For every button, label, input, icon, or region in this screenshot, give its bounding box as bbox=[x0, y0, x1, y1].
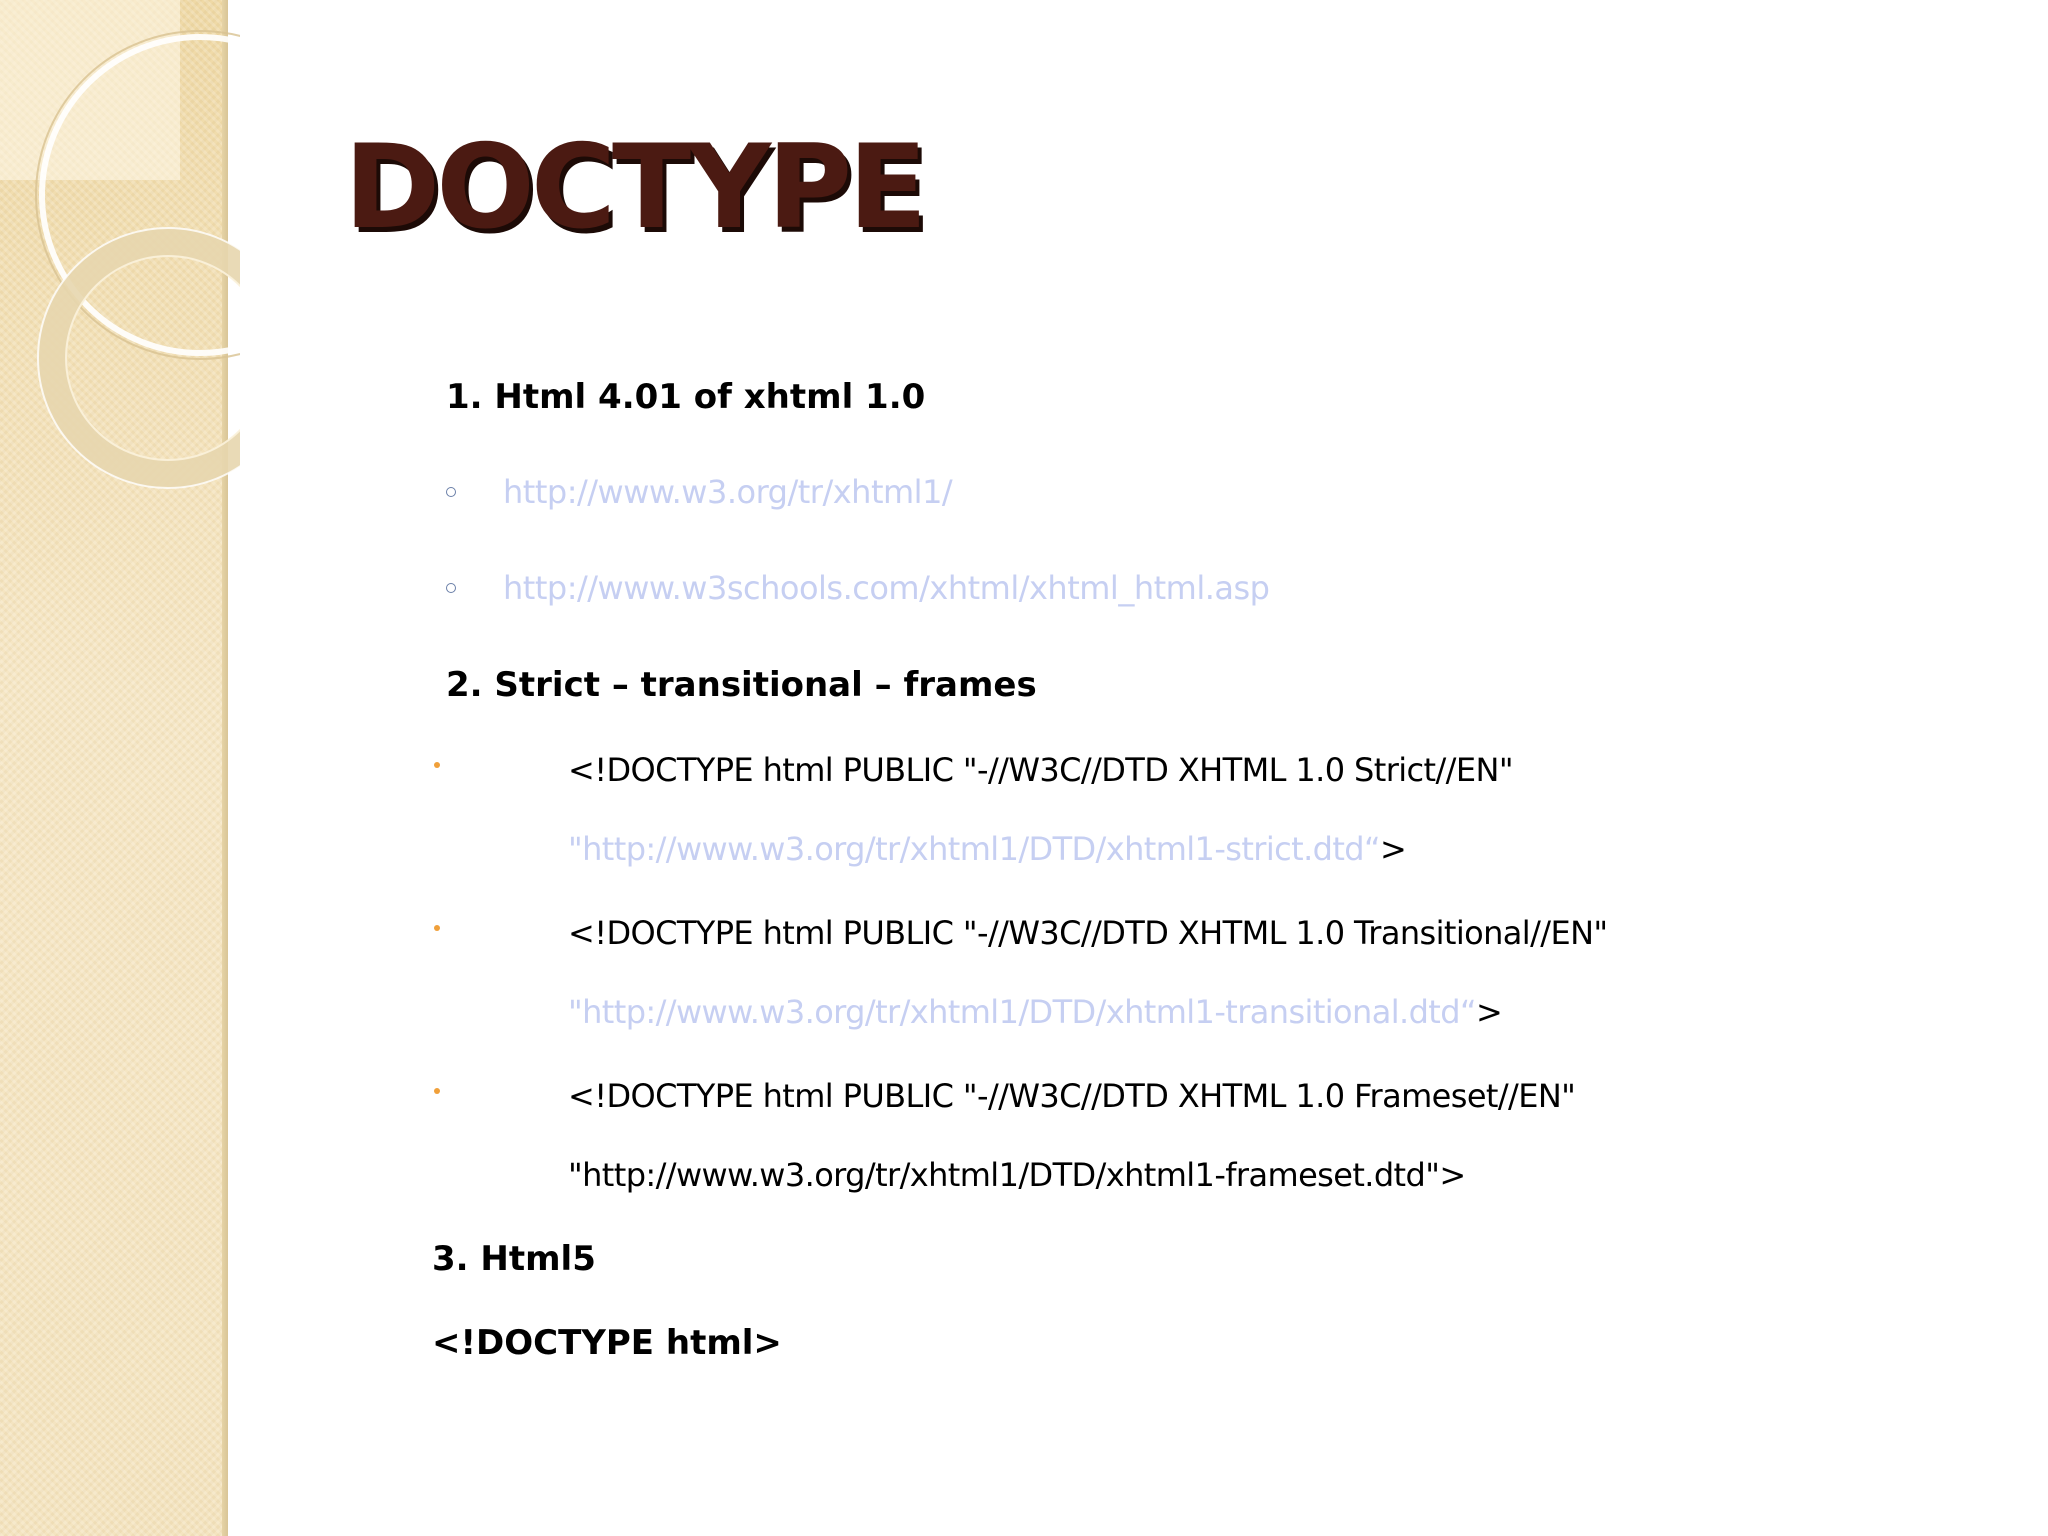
dot-bullet-icon bbox=[434, 925, 440, 931]
circle-bullet-icon bbox=[446, 487, 456, 497]
decorative-rings bbox=[0, 0, 240, 520]
doctype-transitional-url-link[interactable]: "http://www.w3.org/tr/xhtml1/DTD/xhtml1-transitional.dtd“ bbox=[568, 993, 1476, 1031]
doctype-transitional-declaration: <!DOCTYPE html PUBLIC "-//W3C//DTD XHTML 1.0 Transitional//EN" bbox=[568, 914, 1608, 952]
doctype-strict-declaration: <!DOCTYPE html PUBLIC "-//W3C//DTD XHTML 1.0 Strict//EN" bbox=[568, 751, 1513, 789]
slide-title: DOCTYPE bbox=[344, 120, 924, 255]
section-heading-2: 2. Strict – transitional – frames bbox=[446, 665, 1037, 705]
dot-bullet-icon bbox=[434, 1088, 440, 1094]
section-heading-3: 3. Html5 bbox=[432, 1239, 596, 1279]
doctype-transitional-closing: > bbox=[1475, 993, 1503, 1031]
doctype-transitional-url-line bbox=[568, 993, 1503, 1031]
doctype-frameset-url: "http://www.w3.org/tr/xhtml1/DTD/xhtml1-frameset.dtd"> bbox=[568, 1156, 1466, 1194]
doctype-strict-url-link[interactable]: "http://www.w3.org/tr/xhtml1/DTD/xhtml1-strict.dtd“ bbox=[568, 830, 1380, 868]
link-w3schools-xhtml[interactable]: http://www.w3schools.com/xhtml/xhtml_html.asp bbox=[503, 569, 1270, 607]
section-heading-1: 1. Html 4.01 of xhtml 1.0 bbox=[446, 377, 926, 417]
dot-bullet-icon bbox=[434, 762, 440, 768]
doctype-frameset-declaration: <!DOCTYPE html PUBLIC "-//W3C//DTD XHTML 1.0 Frameset//EN" bbox=[568, 1077, 1576, 1115]
html5-doctype-code: <!DOCTYPE html> bbox=[432, 1323, 782, 1363]
link-w3-xhtml1[interactable]: http://www.w3.org/tr/xhtml1/ bbox=[503, 473, 953, 511]
doctype-strict-closing: > bbox=[1380, 830, 1407, 868]
doctype-strict-url-line bbox=[568, 830, 1407, 868]
circle-bullet-icon bbox=[446, 583, 456, 593]
